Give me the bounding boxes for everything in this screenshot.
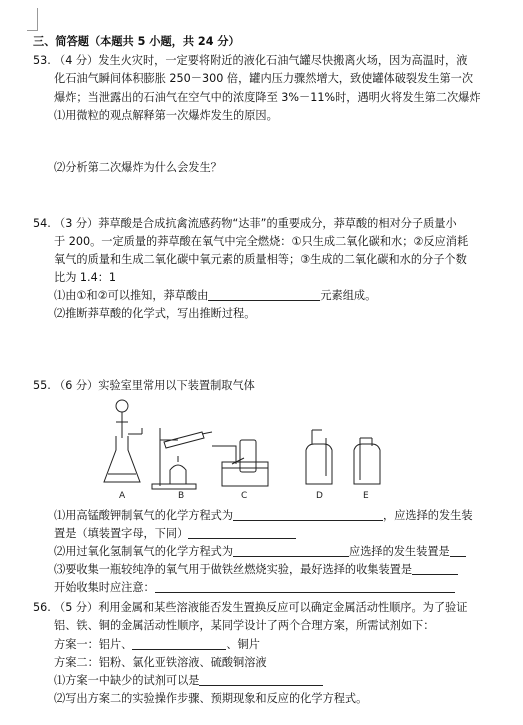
question-53-sub-2: ⑵分析第二次爆炸为什么会发生？ (54, 161, 222, 174)
question-55-sub-3 (54, 562, 458, 577)
question-56-sub-2: ⑵写出方案二的实验操作步骤、预期现象和反应的化学方程式。 (54, 692, 368, 705)
apparatus-label-c: C (241, 491, 248, 501)
question-55-number: 55. (33, 379, 51, 392)
question-53-sub-1: ⑴用微粒的观点解释第一次爆炸发生的原因。 (54, 109, 278, 122)
answer-blank-55-6[interactable] (155, 580, 455, 593)
apparatus-label-a: A (119, 491, 126, 501)
apparatus-e (354, 438, 380, 484)
apparatus-c (212, 440, 268, 486)
answer-blank-55-3[interactable] (233, 544, 349, 557)
question-54-line-3: 氧气的质量和生成二氧化碳中氧元素的质量相等；③生成的二氧化碳和水的分子个数 (54, 253, 467, 266)
question-55-sub-1-prefix: ⑴用高锰酸钾制氧气的化学方程式为 (54, 509, 234, 522)
question-55-sub-3-prefix: ⑶要收集一瓶较纯净的氧气用于做铁丝燃烧实验，最好选择的收集装置是 (54, 563, 413, 576)
question-55-intro: （6 分）实验室里常用以下装置制取气体 (54, 379, 255, 392)
question-55-sub-1 (54, 508, 473, 523)
answer-blank-54-1[interactable] (208, 288, 320, 301)
section-title: 三、简答题（本题共 5 小题，共 24 分） (33, 35, 240, 48)
question-56-line-2: 铝、铁、铜的金属活动性顺序，某同学设计了两个合理方案，所需试剂如下： (54, 619, 435, 632)
answer-blank-55-4[interactable] (450, 544, 466, 557)
question-56-sub-1-prefix: ⑴方案一中缺少的试剂可以是 (54, 674, 200, 687)
question-55-sub-2-prefix: ⑵用过氧化氢制氧气的化学方程式为 (54, 545, 234, 558)
question-56-plan-2: 方案二：铝粉、氯化亚铁溶液、硫酸铜溶液 (54, 656, 267, 669)
question-54-sub-1-suffix: 元素组成。 (320, 289, 377, 302)
question-54-sub-1-prefix: ⑴由①和②可以推知，莽草酸由 (54, 289, 209, 302)
question-54-line-4: 比为 1.4：1 (54, 271, 117, 284)
apparatus-label-e: E (363, 491, 369, 501)
question-56-number: 56. (33, 601, 51, 614)
question-56-plan-1 (54, 637, 260, 652)
question-55-sub-1-cont (54, 526, 296, 541)
apparatus-label-d: D (316, 491, 323, 501)
question-54-line-2: 于 200。一定质量的莽草酸在氧气中完全燃烧：①只生成二氧化碳和水；②反应消耗 (54, 235, 469, 248)
apparatus-label-b: B (178, 491, 185, 501)
question-56-sub-1 (54, 673, 323, 688)
question-54-sub-1 (54, 288, 376, 303)
question-53-line-1: （4 分）发生火灾时，一定要将附近的液化石油气罐尽快搬离火场，因为高温时，液 (54, 54, 468, 67)
lab-apparatus-figure (100, 398, 390, 502)
question-55-sub-1-suffix: ，应选择的发生装 (383, 509, 473, 522)
answer-blank-56-1[interactable] (132, 637, 226, 650)
question-54-sub-2: ⑵推断莽草酸的化学式，写出推断过程。 (54, 307, 256, 320)
apparatus-b (152, 428, 212, 489)
answer-blank-56-2[interactable] (199, 673, 323, 686)
question-53-number: 53. (33, 54, 51, 67)
question-53-line-2: 化石油气瞬间体积膨胀 250－300 倍，罐内压力骤然增大，致使罐体破裂发生第一次 (54, 72, 474, 85)
question-54-line-1: （3 分）莽草酸是合成抗禽流感药物“达菲”的重要成分，莽草酸的相对分子质量小 (54, 217, 457, 230)
question-55-sub-3-line2: 开始收集时应注意： (54, 581, 155, 594)
question-55-sub-1-line2: 置是（填装置字母，下同） (54, 527, 189, 540)
question-55-sub-2 (54, 544, 466, 559)
page-corner-mark (27, 8, 38, 31)
answer-blank-55-2[interactable] (188, 526, 296, 539)
question-54-number: 54. (33, 217, 51, 230)
question-56-plan-1-prefix: 方案一：铝片、 (54, 638, 133, 651)
question-55-sub-3-cont (54, 580, 455, 595)
question-53-line-3: 爆炸；当泄露出的石油气在空气中的浓度降至 3%－11%时，遇明火将发生第二次爆炸 (54, 91, 481, 104)
apparatus-d (306, 430, 332, 484)
apparatus-a (104, 400, 142, 482)
answer-blank-55-1[interactable] (233, 508, 383, 521)
answer-blank-55-5[interactable] (412, 562, 458, 575)
question-56-plan-1-suffix: 、铜片 (226, 638, 260, 651)
question-55-sub-2-suffix: 应选择的发生装置是 (349, 545, 450, 558)
question-56-line-1: （5 分）利用金属和某些溶液能否发生置换反应可以确定金属活动性顺序。为了验证 (54, 601, 468, 614)
